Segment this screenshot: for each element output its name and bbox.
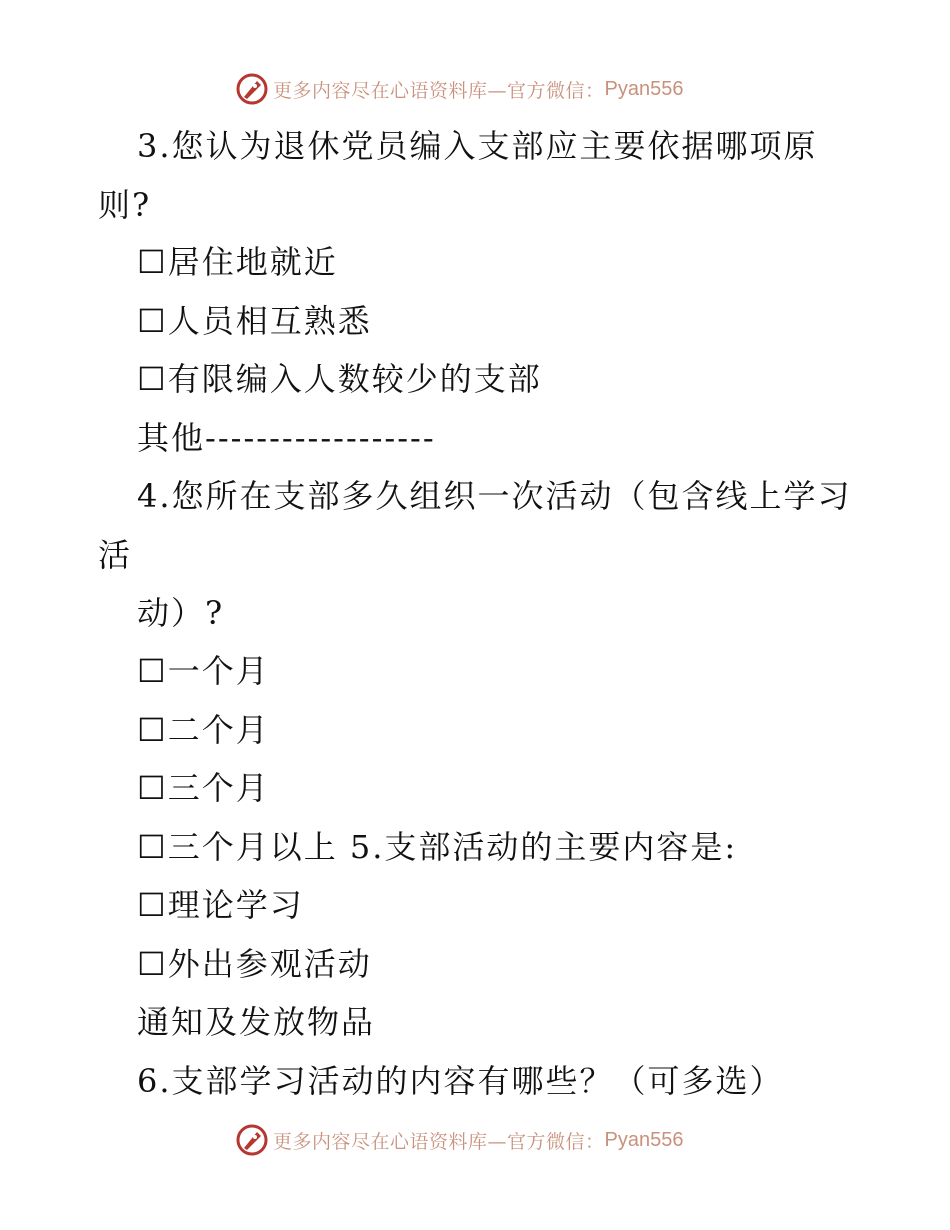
question-4-line-1: 4.您所在支部多久组织一次活动（包含线上学习 bbox=[137, 477, 852, 515]
option-checkbox: ☐二个月 bbox=[137, 711, 270, 749]
option-checkbox: ☐居住地就近 bbox=[137, 243, 338, 281]
question-3-line-2: 则? bbox=[98, 186, 152, 224]
option-checkbox: ☐外出参观活动 bbox=[137, 945, 372, 983]
watermark-text: 更多内容尽在心语资料库—官方微信： bbox=[273, 1130, 605, 1153]
question-6-line: 6.支部学习活动的内容有哪些？（可多选） bbox=[137, 1062, 784, 1100]
watermark-wechat-id: Pyan556 bbox=[604, 1128, 684, 1151]
option-checkbox: ☐理论学习 bbox=[137, 886, 304, 924]
option-text: 通知及发放物品 bbox=[137, 1003, 376, 1041]
watermark-wechat-id: Pyan556 bbox=[604, 77, 684, 100]
question-4-line-2: 活 bbox=[98, 536, 133, 574]
other-option-line: 其他------------------ bbox=[137, 419, 436, 457]
option-checkbox: ☐人员相互熟悉 bbox=[137, 302, 372, 340]
question-3-line-1: 3.您认为退休党员编入支部应主要依据哪项原 bbox=[137, 127, 818, 165]
watermark-text: 更多内容尽在心语资料库—官方微信： bbox=[273, 79, 605, 102]
option-checkbox: ☐有限编入人数较少的支部 bbox=[137, 360, 542, 398]
option-checkbox: ☐三个月 bbox=[137, 769, 270, 807]
pen-nib-logo-icon bbox=[235, 72, 269, 106]
pen-nib-logo-icon bbox=[235, 1123, 269, 1157]
footer-watermark bbox=[235, 1123, 715, 1157]
question-4-line-3: 动）? bbox=[137, 594, 225, 632]
option-and-question-5: ☐三个月以上 5.支部活动的主要内容是: bbox=[137, 828, 738, 866]
header-watermark bbox=[235, 72, 715, 106]
option-checkbox: ☐一个月 bbox=[137, 652, 270, 690]
